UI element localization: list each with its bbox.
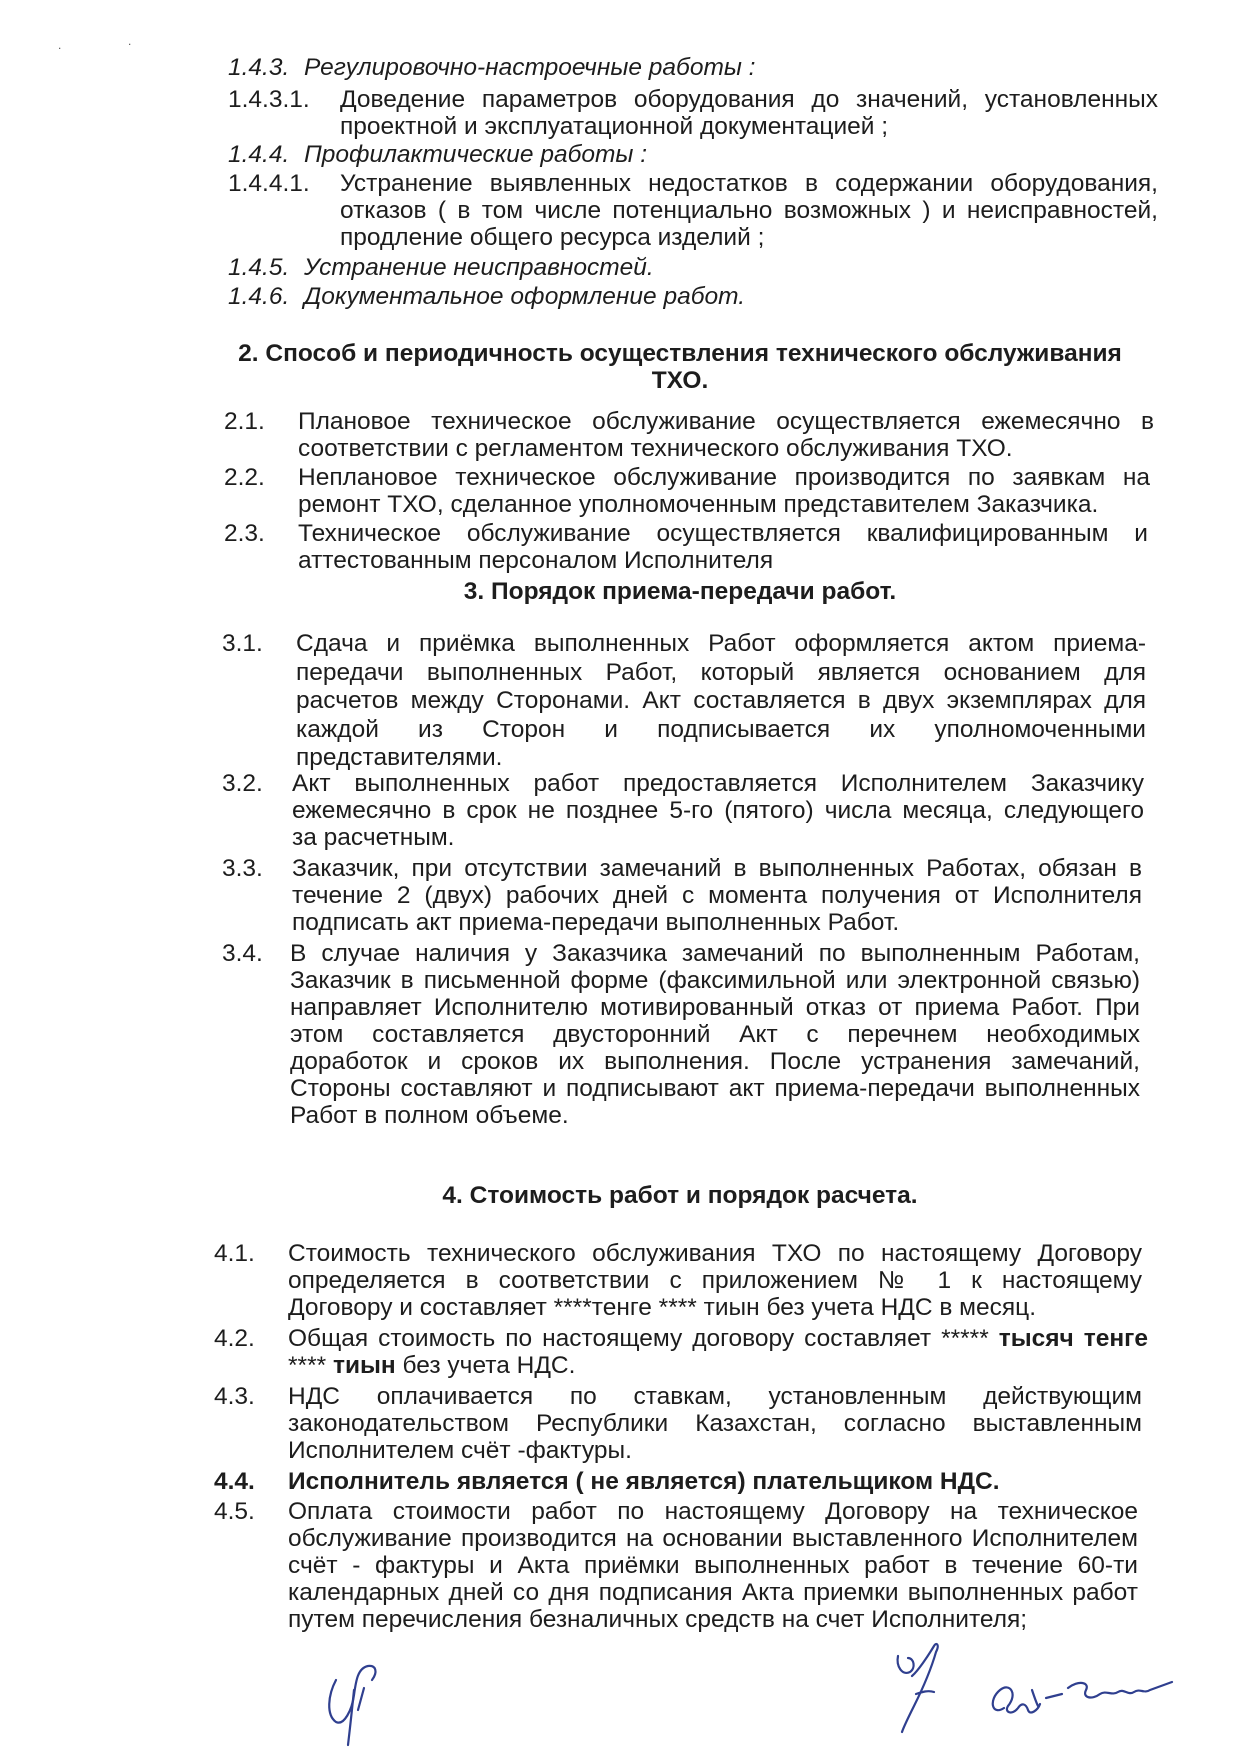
scan-artifact: . — [58, 38, 62, 52]
clause-text: Устранение выявленных недостатков в содержании оборудования, отказов ( в том числе потенциально возможных ) и неисправностей, продление общего ресурса изделий ; — [340, 170, 1158, 251]
clause-number: 4.2. — [214, 1325, 255, 1352]
clause-number: 1.4.3.1. — [228, 86, 310, 113]
section-heading-line: 2. Способ и периодичность осуществления технического обслуживания — [238, 340, 1122, 367]
clause-text: Плановое техническое обслуживание осуществляется ежемесячно в соответствии с регламентом технического обслуживания ТХО. — [298, 408, 1154, 462]
clause-text: Устранение неисправностей. — [304, 254, 654, 281]
clause-number: 2.3. — [224, 520, 265, 547]
clause-text: Сдача и приёмка выполненных Работ оформляется актом приема- передачи выполненных Работ, который является основанием для расчетов между Сторонами. Акт составляется в двух экземплярах для каждой из Сторон и подписывается их уполномоченными представителями. — [296, 630, 1146, 771]
clause-text: Регулировочно-настроечные работы : — [304, 54, 756, 81]
clause-number: 3.3. — [222, 855, 263, 882]
clause-text: Заказчик, при отсутствии замечаний в выполненных Работах, обязан в течение 2 (двух) рабочих дней с момента получения от Исполнителя подписать акт приема-передачи выполненных Работ. — [292, 855, 1142, 936]
clause-number: 4.4. — [214, 1468, 255, 1495]
clause-number: 1.4.4.1. — [228, 170, 310, 197]
clause-number: 1.4.6. — [228, 283, 290, 310]
section-heading-line: ТХО. — [651, 367, 709, 394]
clause-text: В случае наличия у Заказчика замечаний по выполненным Работам, Заказчик в письменной форме (факсимильной или электронной связью) направляет Исполнителю мотивированный отказ от приема Работ. При этом составляется двусторонний Акт с перечнем необходимых доработок и сроков их выполнения. После устранения замечаний, Стороны составляют и подписывают акт приема-передачи выполненных Работ в полном объеме. — [290, 940, 1140, 1129]
clause-number: 4.1. — [214, 1240, 255, 1267]
scan-artifact: . — [128, 34, 132, 48]
clause-text: Профилактические работы : — [304, 141, 648, 168]
signature-middle — [888, 1636, 968, 1736]
clause-number: 4.5. — [214, 1498, 255, 1525]
section-3-heading: 3. Порядок приема-передачи работ. — [463, 578, 897, 605]
clause-text: Оплата стоимости работ по настоящему Договору на техническое обслуживание производится на основании выставленного Исполнителем счёт - фактуры и Акта приёмки выполненных работ в течение 60-ти календарных дней со дня подписания Акта приемки выполненных работ путем перечисления безналичных средств на счет Исполнителя; — [288, 1498, 1138, 1633]
clause-text: НДС оплачивается по ставкам, установленным действующим законодательством Республики Казахстан, согласно выставленным Исполнителем счёт -фактуры. — [288, 1383, 1142, 1464]
signature-left — [318, 1640, 398, 1750]
clause-text: Исполнитель является ( не является) плательщиком НДС. — [288, 1468, 1000, 1495]
section-4-heading: 4. Стоимость работ и порядок расчета. — [442, 1182, 918, 1209]
clause-number: 3.4. — [222, 940, 263, 967]
clause-number: 3.1. — [222, 630, 263, 657]
clause-number: 2.1. — [224, 408, 265, 435]
clause-text: Доведение параметров оборудования до значений, установленных проектной и эксплуатационной документацией ; — [340, 86, 1158, 140]
clause-text: Документальное оформление работ. — [304, 283, 746, 310]
clause-number: 1.4.5. — [228, 254, 290, 281]
clause-text: Техническое обслуживание осуществляется квалифицированным и аттестованным персоналом Исполнителя — [298, 520, 1148, 574]
signature-right — [982, 1660, 1192, 1730]
clause-number: 2.2. — [224, 464, 265, 491]
clause-text: Общая стоимость по настоящему договору составляет ***** тысяч тенге **** тиын без учета НДС. — [288, 1325, 1148, 1379]
clause-number: 3.2. — [222, 770, 263, 797]
section-2-heading — [200, 340, 1160, 394]
clause-text: Стоимость технического обслуживания ТХО по настоящему Договору определяется в соответствии с приложением № 1 к настоящему Договору и составляет ****тенге **** тиын без учета НДС в месяц. — [288, 1240, 1142, 1321]
clause-text: Неплановое техническое обслуживание производится по заявкам на ремонт ТХО, сделанное уполномоченным представителем Заказчика. — [298, 464, 1150, 518]
clause-number: 1.4.4. — [228, 141, 290, 168]
clause-number: 1.4.3. — [228, 54, 290, 81]
clause-text: Акт выполненных работ предоставляется Исполнителем Заказчику ежемесячно в срок не позднее 5-го (пятого) числа месяца, следующего за расчетным. — [292, 770, 1144, 851]
clause-number: 4.3. — [214, 1383, 255, 1410]
